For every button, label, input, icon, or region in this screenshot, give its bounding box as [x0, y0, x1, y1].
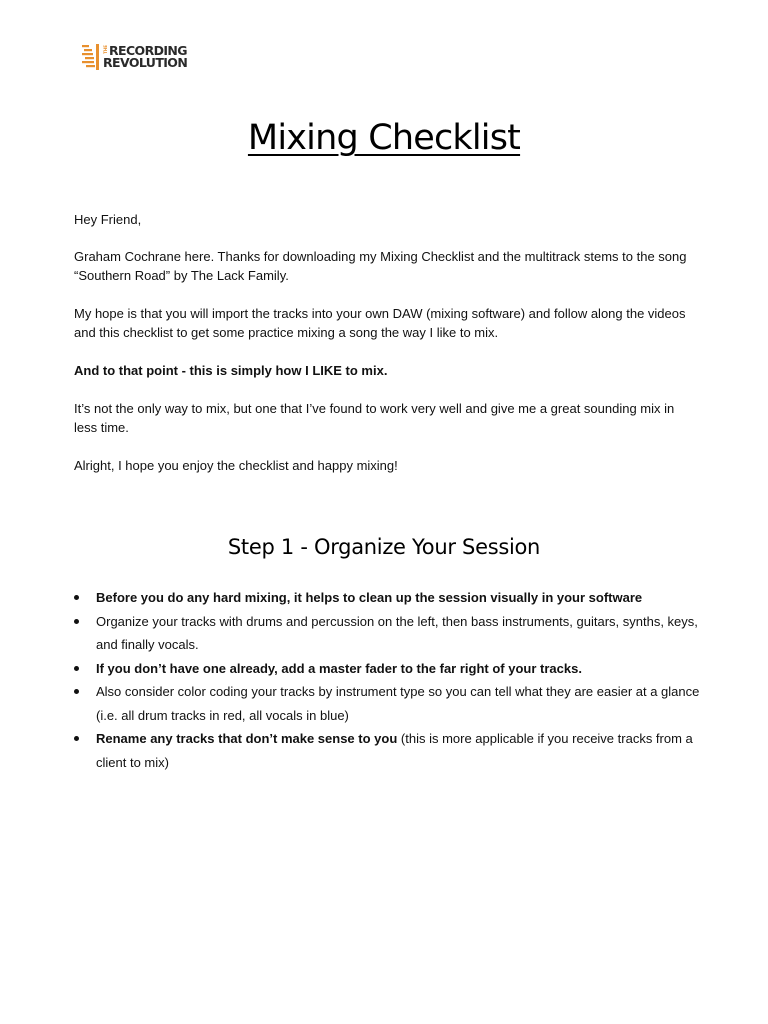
intro-paragraph: Graham Cochrane here. Thanks for downloading my Mixing Checklist and the multitrack stems to the song “Southern Road” by The Lack Family.	[74, 249, 687, 283]
page-title: Mixing Checklist	[247, 118, 521, 158]
list-item	[74, 680, 714, 727]
logo-wordmark	[103, 45, 187, 69]
list-item	[74, 657, 714, 681]
closing-paragraph: Alright, I hope you enjoy the checklist and happy mixing!	[74, 458, 398, 473]
list-item-text: Also consider color coding your tracks by instrument type so you can tell what they are easier at a glance (i.e. all drum tracks in red, all vocals in blue)	[96, 684, 700, 723]
greeting-text: Hey Friend,	[74, 212, 142, 227]
list-item-text: Organize your tracks with drums and percussion on the left, then bass instruments, guitars, synths, keys, and finally vocals.	[96, 613, 698, 652]
bold-statement: And to that point - this is simply how I LIKE to mix.	[74, 363, 388, 378]
list-item	[74, 610, 714, 657]
logo-revolution: REVOLUTION	[103, 55, 188, 70]
bullet-icon	[74, 666, 79, 671]
list-item-bold: Before you do any hard mixing, it helps to clean up the session visually in your software	[96, 590, 643, 605]
bullet-icon	[74, 619, 79, 624]
list-item-text: (this is more applicable if you receive tracks from a client to mix)	[96, 731, 693, 770]
logo-bars-icon	[82, 44, 100, 70]
list-item-bold: Rename any tracks that don’t make sense to you	[96, 731, 398, 746]
recording-revolution-logo	[82, 44, 187, 70]
list-item-bold: If you don’t have one already, add a master fader to the far right of your tracks.	[96, 660, 582, 676]
logo-the: THE	[103, 45, 108, 54]
explanation-paragraph: It’s not the only way to mix, but one that I’ve found to work very well and give me a great sounding mix in less time.	[74, 401, 675, 435]
logo-recording: RECORDING	[109, 43, 187, 58]
list-item	[74, 586, 714, 610]
bullet-icon	[74, 689, 79, 694]
step1-heading: Step 1 - Organize Your Session	[227, 535, 541, 559]
bullet-icon	[74, 595, 79, 600]
list-item	[74, 727, 714, 774]
bullet-icon	[74, 736, 79, 741]
step1-checklist	[74, 586, 714, 774]
hope-paragraph: My hope is that you will import the tracks into your own DAW (mixing software) and follow along the videos and this checklist to get some practice mixing a song the way I like to mix.	[74, 306, 686, 340]
